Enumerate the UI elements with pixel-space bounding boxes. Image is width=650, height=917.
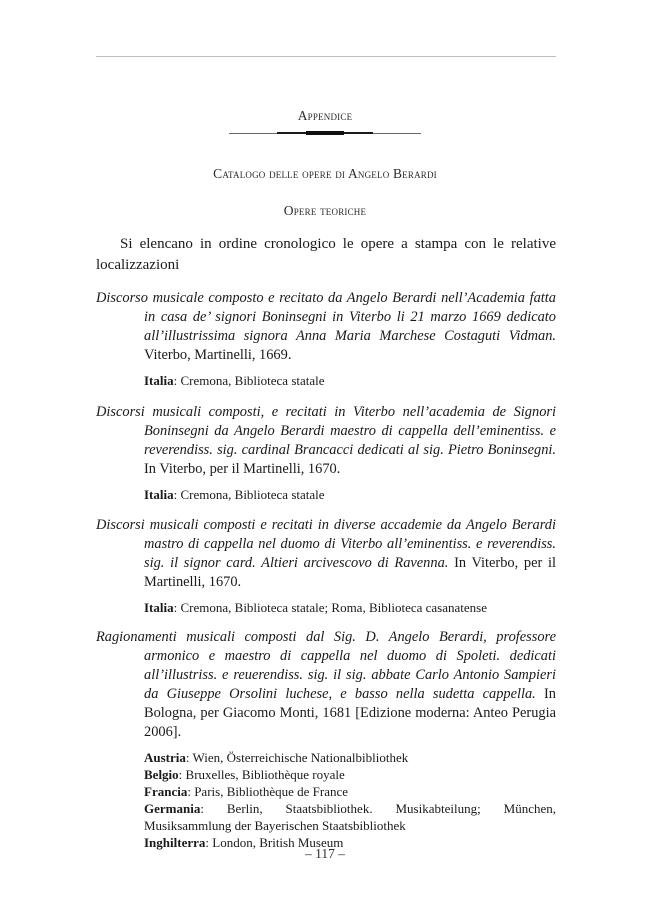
entry-citation (96, 403, 556, 479)
location-places: Cremona, Biblioteca statale (180, 487, 325, 502)
intro-text: Si elencano in ordine cronologico le opere a stampa con le relative localizzazioni (96, 236, 556, 273)
entry-location: Germania: Berlin, Staatsbibliothek. Musikabteilung; München, Musiksammlung der Bayerischen Staatsbibliothek (144, 801, 556, 833)
catalog-entry (96, 628, 556, 851)
entry-citation (96, 516, 556, 592)
entry-imprint: In Bologna, per Giacomo Monti, 1681 [Edizione moderna: Anteo Perugia 2006]. (144, 686, 556, 740)
catalog-entry (96, 403, 556, 503)
location-country: Italia (144, 487, 174, 502)
entry-location: Austria: Wien, Österreichische Nationalbibliothek (144, 750, 409, 765)
appendix-label: Appendice (297, 108, 353, 123)
entry-imprint: In Viterbo, per il Martinelli, 1670. (144, 461, 341, 477)
intro-paragraph (96, 234, 556, 276)
entry-title: Discorsi musicali composti e recitati in diverse accademie da Angelo Berardi mastro di cappella nel duomo di Viterbo all’eminentiss. e reverendiss. sig. il signor card. Altieri arcivescovo di Ravenna. (96, 517, 556, 571)
ornamental-divider (229, 131, 421, 136)
location-places: Cremona, Biblioteca statale (180, 373, 325, 388)
location-places: Wien, Österreichische Nationalbibliothek (192, 750, 409, 765)
entry-title: Discorsi musicali composti, e recitati in Viterbo nell’academia de Signori Boninsegni da Angelo Berardi maestro di cappella dell’eminentiss. e reverendiss. sig. cardinal Brancacci dedicati al sig. Pietro Boninsegni. (96, 404, 556, 458)
entry-location: Francia: Paris, Bibliothèque de France (144, 784, 349, 799)
entry-location: Italia: Cremona, Biblioteca statale (144, 487, 325, 502)
entry-title: Discorso musicale composto e recitato da Angelo Berardi nell’Academia fatta in casa de’ signori Boninsegni in Viterbo li 21 marzo 1669 dedicato all’illustrissima signora Anna Maria Marchese Costaguti Vidman. (96, 290, 556, 344)
location-places: Paris, Bibliothèque de France (194, 784, 349, 799)
location-country: Germania (144, 801, 201, 816)
location-places: London, British Museum (212, 835, 344, 850)
entry-citation (96, 628, 556, 742)
entry-imprint: Viterbo, Martinelli, 1669. (144, 347, 292, 363)
entry-location-list (144, 749, 556, 851)
catalog-title: Catalogo delle opere di Angelo Berardi (213, 166, 437, 181)
catalog-entry (96, 516, 556, 616)
section-title: Opere teoriche (283, 203, 367, 218)
entry-location: Italia: Cremona, Biblioteca statale (144, 373, 325, 388)
page-number: – 117 – (305, 846, 345, 861)
location-country: Francia (144, 784, 188, 799)
entry-title: Ragionamenti musicali composti dal Sig. D. Angelo Berardi, professore armonico e maestro di cappella nel duomo di Spoleti. dedicati all’illustriss. e reuerendiss. sig. il sig. abbate Carlo Antonio Sampieri da Giuseppe Orsolini luchese, e basso nella sudetta cappella. (96, 629, 556, 702)
entry-location: Italia: Cremona, Biblioteca statale; Roma, Biblioteca casanatense (144, 600, 487, 615)
catalog-entry (96, 289, 556, 389)
location-country: Italia (144, 600, 174, 615)
location-country: Inghilterra (144, 835, 206, 850)
location-country: Italia (144, 373, 174, 388)
location-country: Belgio (144, 767, 179, 782)
location-country: Austria (144, 750, 186, 765)
entry-location: Inghilterra: London, British Museum (144, 835, 344, 850)
location-places: Bruxelles, Bibliothèque royale (185, 767, 345, 782)
entry-imprint: In Viterbo, per il Martinelli, 1670. (144, 555, 556, 590)
entry-citation (96, 289, 556, 365)
location-places: Cremona, Biblioteca statale; Roma, Biblioteca casanatense (180, 600, 487, 615)
location-places: Berlin, Staatsbibliothek. Musikabteilung; München, Musiksammlung der Bayerischen Staatsbibliothek (144, 801, 556, 833)
entry-location: Belgio: Bruxelles, Bibliothèque royale (144, 767, 345, 782)
header-rule (96, 56, 556, 57)
